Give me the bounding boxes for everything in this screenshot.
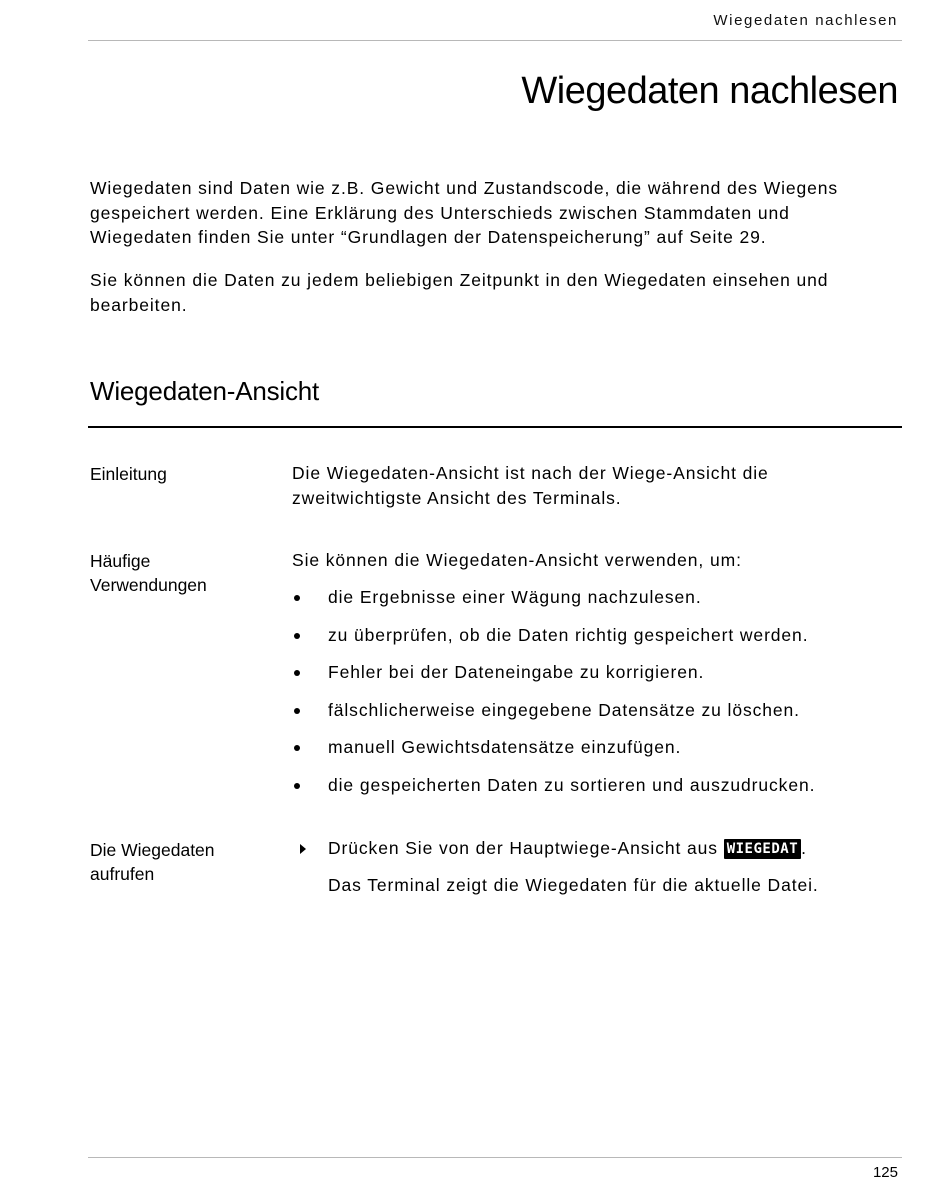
header-rule bbox=[88, 40, 902, 41]
intro-paragraph-2: Sie können die Daten zu jedem beliebigen Zeitpunkt in den Wiegedaten einsehen und bearbeiten. bbox=[90, 270, 829, 315]
label-verwendungen bbox=[90, 549, 270, 597]
list-item: zu überprüfen, ob die Daten richtig gespeichert werden. bbox=[292, 623, 872, 661]
page-title: Wiegedaten nachlesen bbox=[521, 70, 898, 112]
verwendungen-list bbox=[292, 585, 872, 810]
label-einleitung: Einleitung bbox=[90, 464, 167, 484]
label-verwendungen-line-2: Verwendungen bbox=[90, 575, 207, 595]
step-triangle-icon bbox=[300, 844, 306, 854]
section-rule bbox=[88, 426, 902, 428]
list-item: manuell Gewichtsdatensätze einzufügen. bbox=[292, 735, 872, 773]
step-end: . bbox=[801, 838, 807, 858]
bullet-icon bbox=[294, 745, 300, 751]
footer-rule bbox=[88, 1157, 902, 1158]
bullet-icon bbox=[294, 633, 300, 639]
running-header: Wiegedaten nachlesen bbox=[713, 12, 898, 29]
bullet-icon bbox=[294, 595, 300, 601]
label-aufrufen-line-1: Die Wiegedaten bbox=[90, 840, 215, 860]
intro-paragraph-1: Wiegedaten sind Daten wie z.B. Gewicht und Zustandscode, die während des Wiegens gespeichert werden. Eine Erklärung des Unterschieds zwischen Stammdaten und Wiegedaten finden Sie unter “Grundlagen der Datenspeicherung” auf Seite 29. bbox=[90, 178, 839, 247]
page-number: 125 bbox=[872, 1164, 898, 1181]
label-aufrufen bbox=[90, 838, 270, 886]
list-item: die gespeicherten Daten zu sortieren und auszudrucken. bbox=[292, 773, 872, 811]
verwendungen-intro: Sie können die Wiegedaten-Ansicht verwenden, um: bbox=[292, 550, 742, 570]
einleitung-text: Die Wiegedaten-Ansicht ist nach der Wiege-Ansicht die zweitwichtigste Ansicht des Terminals. bbox=[292, 463, 769, 508]
bullet-icon bbox=[294, 708, 300, 714]
label-verwendungen-line-1: Häufige bbox=[90, 551, 151, 571]
list-item: Fehler bei der Dateneingabe zu korrigieren. bbox=[292, 660, 872, 698]
list-item: die Ergebnisse einer Wägung nachzulesen. bbox=[292, 585, 872, 623]
section-heading: Wiegedaten-Ansicht bbox=[90, 376, 320, 406]
step-text: Drücken Sie von der Hauptwiege-Ansicht aus bbox=[328, 838, 718, 858]
list-item: fälschlicherweise eingegebene Datensätze zu löschen. bbox=[292, 698, 872, 736]
bullet-icon bbox=[294, 783, 300, 789]
bullet-icon bbox=[294, 670, 300, 676]
step-result: Das Terminal zeigt die Wiegedaten für die aktuelle Datei. bbox=[328, 875, 819, 895]
label-aufrufen-line-2: aufrufen bbox=[90, 864, 155, 884]
wiegedat-softkey: WIEGEDAT bbox=[724, 839, 801, 859]
